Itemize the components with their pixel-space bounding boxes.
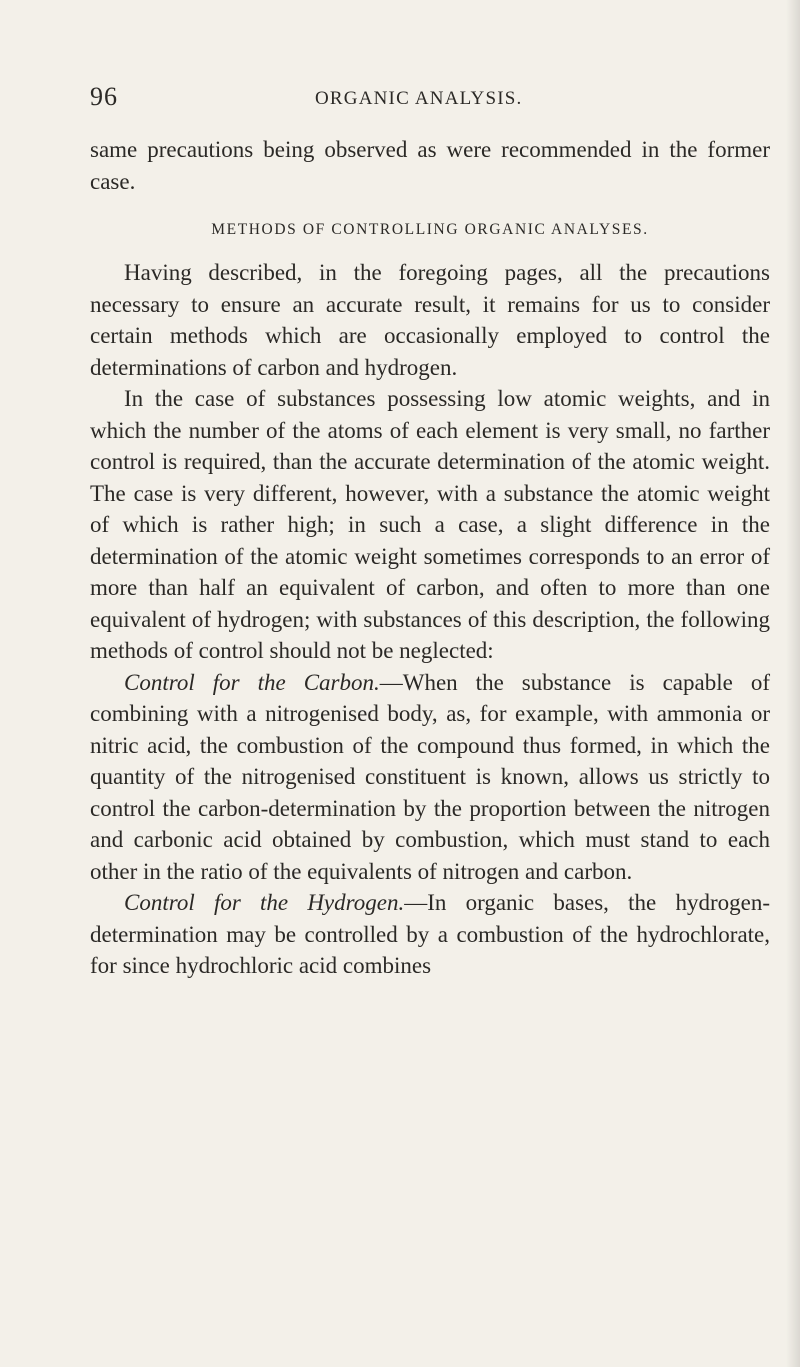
running-head: ORGANIC ANALYSIS. — [315, 88, 523, 109]
paragraph-continuation: same precautions being observed as were recommended in the former case. — [90, 137, 770, 194]
paragraph-intro: Having described, in the foregoing pages, all the precautions necessary to ensure an accurate result, it remains for us to consider certain methods which are occasionally employed to control the determinations of carbon and hydrogen. — [90, 260, 770, 380]
page-edge-shadow — [786, 0, 800, 1367]
paragraph-control-hydrogen-body: —In organic bases, the hydrogen-determination may be controlled by a combustion of the hydrochlorate, for since hydrochloric acid combines — [90, 890, 770, 978]
paragraph-control-carbon-body: —When the substance is capable of combining with a nitrogenised body, as, for example, with ammonia or nitric acid, the combustion of the compound thus formed, in which the quantity of the nitrogenised constituent is known, allows us strictly to control the carbon-determination by the proportion between the nitrogen and carbonic acid obtained by combustion, which must stand to each other in the ratio of the equivalents of nitrogen and carbon. — [90, 669, 770, 884]
run-in-title-carbon: Control for the Carbon. — [124, 669, 380, 695]
body-text — [90, 134, 770, 982]
paragraph-control-carbon — [90, 667, 770, 888]
page-header — [90, 82, 770, 122]
paragraph-control-hydrogen — [90, 887, 770, 982]
section-heading: METHODS OF CONTROLLING ORGANIC ANALYSES. — [211, 221, 649, 238]
run-in-title-hydrogen: Control for the Hydrogen. — [124, 890, 405, 915]
page-number: 96 — [90, 82, 118, 111]
paragraph-atomic-weights: In the case of substances possessing low atomic weights, and in which the number of the atoms of each element is very small, no farther control is required, than the accurate determination of the atomic weight. The case is very different, however, with a substance the atomic weight of which is rather high; in such a case, a slight difference in the determination of the atomic weight sometimes corresponds to an error of more than half an equivalent of carbon, and often to more than one equivalent of hydrogen; with substances of this description, the following methods of control should not be neglected: — [90, 386, 770, 663]
